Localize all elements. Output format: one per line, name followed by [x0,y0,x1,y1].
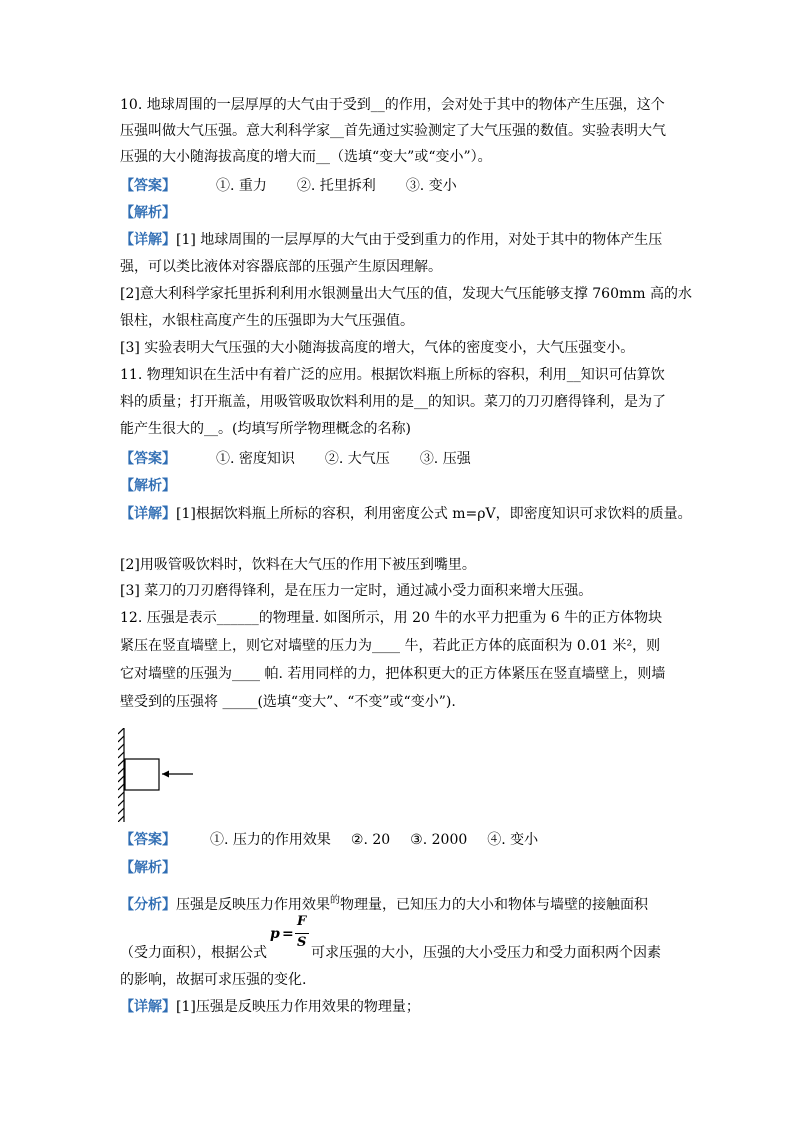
answer-3: ③. 2000 [410,832,468,848]
detail-tag: 【详解】 [120,506,176,522]
analysis-tag: 【解析】 [120,478,176,494]
q10-detail-5: [3] 实验表明大气压强的大小随海拔高度的增大，气体的密度变小，大气压强变小。 [120,340,635,356]
q11-line-2: 料的质量；打开瓶盖，用吸管吸取饮料利用的是__的知识。菜刀的刀刃磨得锋利，是为了 [120,394,666,410]
q12-line-2: 紧压在竖直墙壁上，则它对墙壁的压力为____ 牛，若此正方体的底面积为 0.01 米²，则 [120,638,661,654]
formula-denominator: S [297,935,307,950]
q10-detail-1: 【详解】[1] 地球周围的一层厚厚的大气由于受到重力的作用，对处于其中的物体产生压 [120,232,663,248]
answer-tag: 【答案】 [120,178,176,194]
formula-p: p [270,926,280,942]
answer-3: ③. 压强 [419,451,471,467]
formula-eq: = [282,926,294,942]
fenxi-tag: 【分析】 [120,897,176,913]
q10-detail-4: 银柱，水银柱高度产生的压强即为大气压强值。 [120,313,414,329]
answer-3: ③. 变小 [405,178,457,194]
answer-tag: 【答案】 [120,451,176,467]
q10-detail-3: [2]意大利科学家托里拆利利用水银测量出大气压的值，发现大气压能够支撑 760mm 高的水 [120,286,693,302]
q11-line-3: 能产生很大的__。(均填写所学物理概念的名称) [120,421,411,437]
formula-numerator: F [297,914,307,929]
q11-detail-3: [3] 菜刀的刀刃磨得锋利，是在压力一定时，通过减小受力面积来增大压强。 [120,583,593,599]
q11-line-1: 11. 物理知识在生活中有着广泛的应用。根据饮料瓶上所标的容积，利用__知识可估算饮 [120,367,665,383]
formula-bar [295,933,309,934]
q12-line-1: 12. 压强是表示______的物理量. 如图所示，用 20 牛的水平力把重为 6 牛的正方体物块 [120,610,663,626]
answer-1: ①. 密度知识 [216,451,295,467]
force-arrow-head [162,771,169,778]
q11-answer-row [120,450,501,468]
q12-analysis-3: 的影响，故据可求压强的变化. [120,972,307,988]
q12-line-3: 它对墙壁的压强为____ 帕. 若用同样的力，把体积更大的正方体紧压在竖直墙壁上，则墙 [120,666,666,682]
detail-tag: 【详解】 [120,999,176,1015]
cube-block [125,759,159,790]
analysis-tag: 【解析】 [120,205,176,221]
answer-1: ①. 重力 [216,178,267,194]
q12-detail-1: 【详解】[1]压强是反映压力作用效果的物理量； [120,999,420,1015]
detail-tag: 【详解】 [120,232,176,248]
q11-detail-1: 【详解】[1]根据饮料瓶上所标的容积，利用密度公式 m=ρV，即密度知识可求饮料的质量。 [120,506,692,522]
q12-line-4: 壁受到的压强将 _____(选填“变大”、“不变”或“变小”). [120,694,456,710]
answer-1: ①. 压力的作用效果 [210,832,331,848]
answer-2: ②. 大气压 [324,451,390,467]
q11-detail-2: [2]用吸管吸饮料时，饮料在大气压的作用下被压到嘴里。 [120,557,476,573]
q10-answer-row [120,177,487,195]
answer-tag: 【答案】 [120,832,176,848]
analysis-tag: 【解析】 [120,860,176,876]
q12-analysis-2: （受力面积），根据公式 可求压强的大小，压强的大小受压力和受力面积两个因素 [120,945,661,961]
q10-detail-2: 强，可以类比液体对容器底部的压强产生原因理解。 [120,259,442,275]
wall-hatching [118,728,124,822]
q10-line-1: 10. 地球周围的一层厚厚的大气由于受到__的作用，会对处于其中的物体产生压强，这个 [120,97,665,113]
answer-4: ④. 变小 [487,832,539,848]
q10-line-3: 压强的大小随海拔高度的增大而__（选填“变大”或“变小”）。 [120,149,492,165]
q12-answer-row [120,831,568,849]
answer-2: ②. 20 [350,832,391,848]
answer-2: ②. 托里拆利 [296,178,376,194]
q12-analysis-1: 【分析】压强是反映压力作用效果$^的$物理量，已知压力的大小和物体与墙壁的接触面积 [120,895,648,913]
q10-line-2: 压强叫做大气压强。意大利科学家__首先通过实验测定了大气压强的数值。实验表明大气 [120,123,666,139]
wall-cube-diagram [118,728,198,822]
